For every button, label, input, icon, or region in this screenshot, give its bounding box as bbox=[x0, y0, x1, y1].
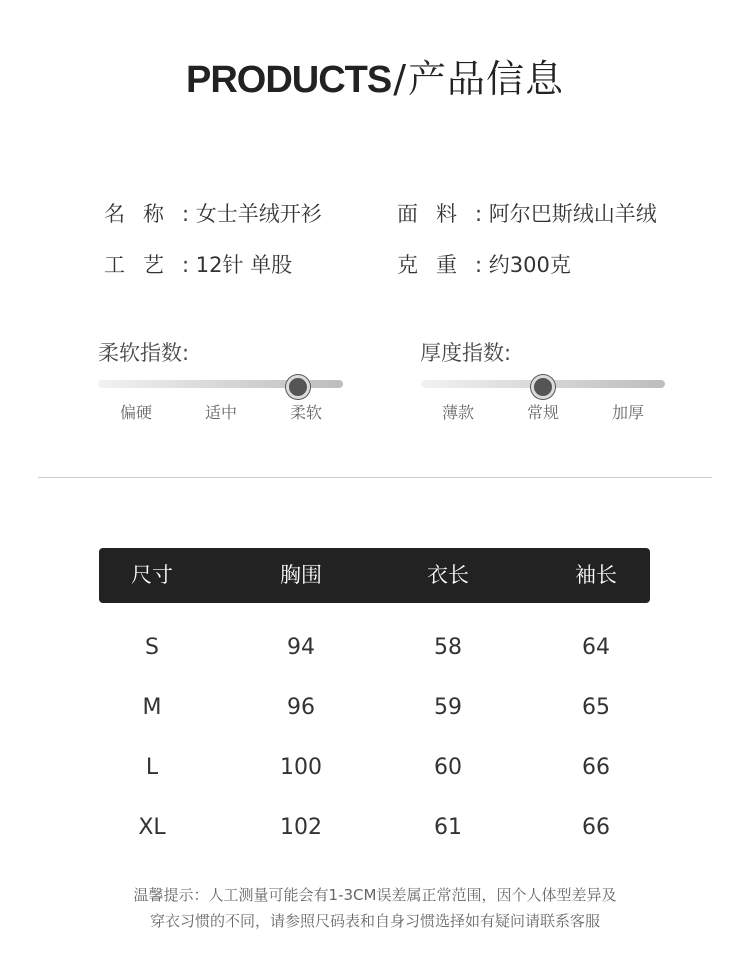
softness-label: 柔软指数: bbox=[98, 341, 190, 365]
header-length: 衣长 bbox=[427, 563, 469, 587]
table-row bbox=[0, 688, 750, 728]
cell-size: XL bbox=[138, 815, 166, 840]
title-separator: / bbox=[393, 57, 407, 101]
size-table-header bbox=[99, 548, 650, 603]
info-material-value: : 阿尔巴斯绒山羊绒 bbox=[475, 202, 657, 226]
cell-sleeve: 65 bbox=[582, 695, 610, 720]
cell-sleeve: 66 bbox=[582, 755, 610, 780]
info-weight bbox=[397, 249, 571, 279]
cell-chest: 102 bbox=[280, 815, 322, 840]
cell-chest: 96 bbox=[287, 695, 315, 720]
info-craft bbox=[104, 249, 292, 279]
title-chinese: 产品信息 bbox=[408, 57, 565, 101]
header-size: 尺寸 bbox=[131, 563, 173, 587]
info-name-value: : 女士羊绒开衫 bbox=[182, 202, 322, 226]
header-sleeve: 袖长 bbox=[575, 563, 617, 587]
cell-sleeve: 64 bbox=[582, 635, 610, 660]
section-divider bbox=[38, 477, 712, 478]
cell-length: 60 bbox=[434, 755, 462, 780]
cell-size: L bbox=[145, 755, 159, 780]
thickness-tick-mid: 常规 bbox=[526, 403, 559, 422]
info-material bbox=[397, 198, 657, 228]
cell-size: M bbox=[142, 695, 162, 720]
cell-chest: 100 bbox=[280, 755, 322, 780]
cell-size: S bbox=[145, 635, 159, 660]
note-line-1: 温馨提示：人工测量可能会有1-3CM误差属正常范围，因个人体型差异及 bbox=[133, 886, 617, 904]
info-name-key: 名称 bbox=[104, 202, 182, 226]
info-weight-value: : 约300克 bbox=[475, 253, 571, 277]
softness-tick-mid: 适中 bbox=[204, 403, 237, 422]
page-title bbox=[0, 48, 750, 103]
note-line-2: 穿衣习惯的不同，请参照尺码表和自身习惯选择如有疑问请联系客服 bbox=[149, 912, 600, 930]
info-weight-key: 克重 bbox=[397, 253, 475, 277]
table-row bbox=[0, 748, 750, 788]
cell-length: 58 bbox=[434, 635, 462, 660]
softness-knob bbox=[286, 375, 310, 399]
cell-length: 61 bbox=[434, 815, 462, 840]
thickness-knob bbox=[531, 375, 555, 399]
cell-sleeve: 66 bbox=[582, 815, 610, 840]
table-row bbox=[0, 628, 750, 668]
softness-tick-high: 柔软 bbox=[289, 403, 322, 422]
info-material-key: 面料 bbox=[397, 202, 475, 226]
header-chest: 胸围 bbox=[280, 563, 322, 587]
cell-length: 59 bbox=[434, 695, 462, 720]
info-craft-key: 工艺 bbox=[104, 253, 182, 277]
table-row bbox=[0, 808, 750, 848]
info-name bbox=[104, 198, 322, 228]
cell-chest: 94 bbox=[287, 635, 315, 660]
thickness-tick-high: 加厚 bbox=[611, 403, 644, 422]
thickness-label: 厚度指数: bbox=[420, 341, 512, 365]
info-craft-value: : 12针 单股 bbox=[182, 253, 293, 277]
thickness-tick-low: 薄款 bbox=[441, 403, 474, 422]
softness-tick-low: 偏硬 bbox=[119, 403, 152, 422]
title-english: PRODUCTS bbox=[185, 59, 392, 101]
